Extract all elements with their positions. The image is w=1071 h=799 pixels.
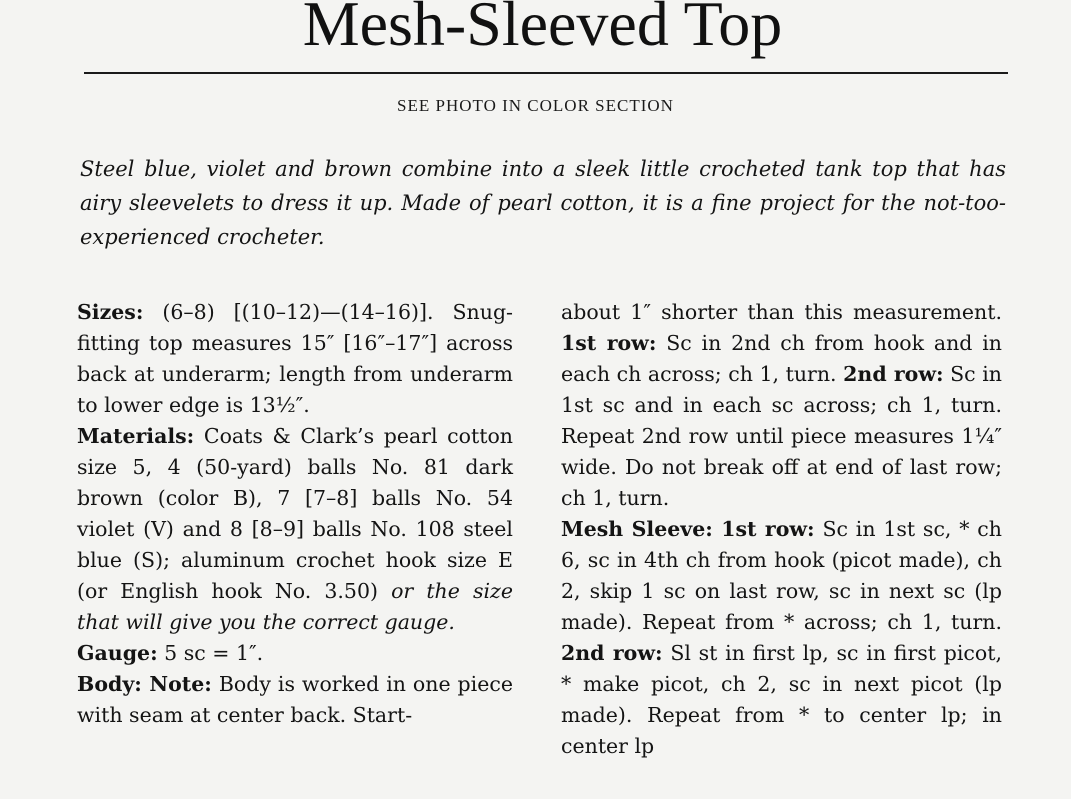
materials-italic-text: or the size that will give you the correct gauge.: [77, 579, 513, 634]
sizes-label: Sizes:: [77, 300, 144, 324]
left-column: [77, 297, 513, 731]
see-photo-note: SEE PHOTO IN COLOR SECTION: [397, 96, 674, 115]
mesh-second-row-label: 2nd row:: [561, 641, 663, 665]
materials-label: Materials:: [77, 424, 195, 448]
gauge-text: 5 sc = 1″.: [164, 641, 264, 665]
mesh-sleeve-text-2: Sl st in first lp, sc in first picot, * make picot, ch 2, sc in next picot (lp made). Repeat from * to center lp; in center lp: [561, 641, 1002, 758]
second-row-label: 2nd row:: [843, 362, 944, 386]
first-rows-text-1: about 1″ shorter than this measurement.: [561, 300, 1002, 324]
sizes-paragraph: [77, 297, 513, 421]
body-label: Body: Note:: [77, 672, 212, 696]
right-column: [561, 297, 1002, 762]
gauge-paragraph: [77, 638, 513, 669]
mesh-sleeve-label: Mesh Sleeve: 1st row:: [561, 517, 815, 541]
page-title: Mesh-Sleeved Top: [302, 0, 783, 59]
mesh-sleeve-paragraph: [561, 514, 1002, 762]
sizes-text: (6–8) [(10–12)—(14–16)]. Snug-fitting top measures 15″ [16″–17″] across back at underarm; length from underarm to lower edge is 13½″.: [77, 300, 513, 417]
materials-text: Coats & Clark’s pearl cotton size 5, 4 (50-yard) balls No. 81 dark brown (color B), 7 [7–8] balls No. 54 violet (V) and 8 [8–9] balls No. 108 steel blue (S); aluminum crochet hook size E (or English hook No. 3.50): [77, 424, 513, 603]
first-row-label: 1st row:: [561, 331, 657, 355]
mesh-sleeve-text-1: Sc in 1st sc, * ch 6, sc in 4th ch from hook (picot made), ch 2, skip 1 sc on last row, sc in next sc (lp made). Repeat from * across; ch 1, turn.: [561, 517, 1002, 634]
gauge-label: Gauge:: [77, 641, 158, 665]
body-paragraph: [77, 669, 513, 731]
body-text: Body is worked in one piece with seam at center back. Start-: [77, 672, 513, 727]
intro-paragraph: Steel blue, violet and brown combine into a sleek little crocheted tank top that has airy sleevelets to dress it up. Made of pearl cotton, it is a fine project for the not-too-experienced crocheter.: [80, 157, 1006, 249]
first-rows-paragraph: [561, 297, 1002, 514]
title-rule: [84, 72, 1008, 74]
first-rows-text-2: Sc in 2nd ch from hook and in each ch across; ch 1, turn.: [561, 331, 1002, 386]
materials-paragraph: [77, 421, 513, 638]
first-rows-text-3: Sc in 1st sc and in each sc across; ch 1, turn. Repeat 2nd row until piece measures 1¼″ wide. Do not break off at end of last row; ch 1, turn.: [561, 362, 1002, 510]
